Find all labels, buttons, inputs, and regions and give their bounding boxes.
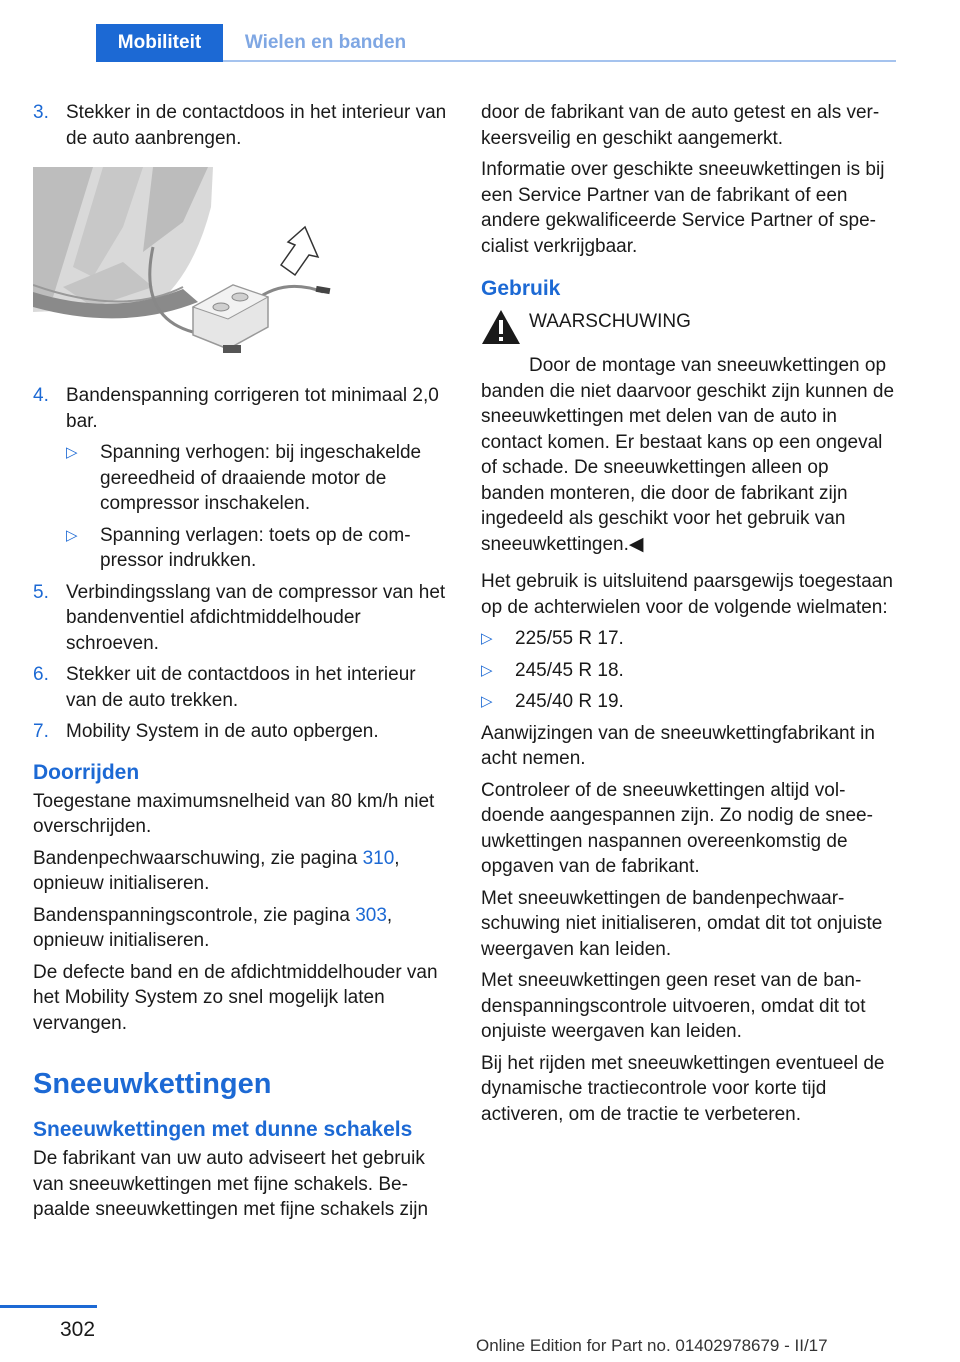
paragraph: door de fabrikant van de auto getest en als verkeersveilig en geschikt aangemerkt. (481, 102, 880, 149)
triangle-bullet-icon: ▷ (66, 444, 78, 461)
right-column (481, 100, 897, 1133)
text: Bandenspanningscontrole, zie pagina (33, 904, 356, 926)
footer-divider (0, 1305, 97, 1308)
step-text: Stekker uit de contactdoos in het interieur van de auto trekken. (66, 664, 416, 711)
warning-block (481, 309, 897, 353)
triangle-bullet-icon: ▷ (481, 630, 493, 647)
text: Bandenpechwaarschuwing, zie pagina (33, 847, 363, 869)
heading-gebruik: Gebruik (481, 277, 561, 300)
paragraph: Toegestane maximumsnelheid van 80 km/h niet overschrijden. (33, 790, 435, 837)
step-number: 3. (33, 102, 49, 123)
left-column (33, 100, 451, 1229)
paragraph-tyre-warning (33, 846, 451, 897)
page-header (0, 0, 960, 62)
paragraph: Met sneeuwkettingen geen reset van de bandenspanningscontrole uitvoeren, omdat dit tot onjuiste weergaven kan leiden. (481, 970, 866, 1042)
step-4-sub-2 (66, 523, 451, 574)
tab-mobiliteit[interactable]: Mobiliteit (96, 24, 223, 62)
warning-text: Door de montage van sneeuwkettingen op banden die niet daarvoor geschikt zijn kunnen de sneeuwkettingen met delen van de auto in contact komen. Er bestaat kans op een ongeval of schade. De sneeuwkettingen alleen op banden monteren, die door de fabrikant zijn ingedeeld als geschikt voor het gebruik van sneeuwkettingen.◀ (481, 355, 895, 555)
triangle-bullet-icon: ▷ (481, 661, 493, 679)
paragraph: Bij het rijden met sneeuwkettingen eventueel de dynamische tractiecontrole voor korte tijd activeren, om de tractie te verbeteren. (481, 1052, 885, 1125)
page-number: 302 (60, 1318, 96, 1341)
page-link-310[interactable]: 310 (362, 847, 395, 869)
warning-triangle-icon (481, 309, 529, 353)
footer-edition: Online Edition for Part no. 01402978679 - II/17 (476, 1336, 828, 1355)
compressor-plug-illustration (33, 167, 353, 357)
paragraph: Informatie over geschikte sneeuwkettingen is bij een Service Partner van de fabrikant of een andere gekwalificeerde Service Partner of specialist verkrijgbaar. (481, 159, 885, 257)
paragraph: De fabrikant van uw auto adviseert het gebruik van sneeuwkettingen met fijne schakels. Bepaalde sneeuwkettingen met fijne schakels zijn (33, 1148, 429, 1220)
list-item (481, 658, 897, 684)
header-divider (223, 60, 896, 62)
step-text: Mobility System in de auto opbergen. (66, 721, 379, 742)
paragraph: Met sneeuwkettingen de bandenpechwaarschuwing niet initialiseren, omdat dit tot onjuiste weergaven kan leiden. (481, 887, 883, 960)
heading-sneeuwkettingen: Sneeuwkettingen (33, 1068, 272, 1100)
step-6 (33, 662, 451, 713)
triangle-bullet-icon: ▷ (66, 526, 78, 544)
step-5 (33, 580, 451, 657)
step-text: Bandenspanning corrigeren tot minimaal 2,0 bar. (66, 385, 439, 432)
heading-dunne-schakels: Sneeuwkettingen met dunne schakels (33, 1118, 413, 1141)
step-number: 7. (33, 721, 49, 742)
paragraph: Aanwijzingen van de sneeuwkettingfabrikant in acht nemen. (481, 722, 875, 769)
step-text: Verbindingsslang van de compressor van het bandenventiel afdichtmiddelhouder schroeven. (66, 581, 446, 654)
list-item-text: 225/55 R 17. (515, 628, 624, 649)
warning-title: WAARSCHUWING (529, 311, 691, 332)
page-link-303[interactable]: 303 (355, 904, 387, 926)
text: , opnieuw initialiseren. (33, 904, 393, 951)
list-item (481, 626, 897, 652)
step-number: 5. (33, 581, 49, 603)
sub-item-text: Spanning verlagen: toets op de compressor indrukken. (100, 524, 411, 571)
compressor-illustration (33, 167, 353, 357)
list-item-text: 245/40 R 19. (515, 691, 624, 712)
step-number: 6. (33, 664, 49, 685)
step-number: 4. (33, 385, 49, 406)
paragraph: Het gebruik is uitsluitend paarsgewijs toegestaan op de achterwielen voor de volgende wielmaten: (481, 571, 893, 618)
step-7 (33, 719, 451, 745)
paragraph: De defecte band en de afdichtmiddelhouder van het Mobility System zo snel mogelijk laten vervangen. (33, 961, 438, 1034)
list-item (481, 689, 897, 715)
sub-item-text: Spanning verhogen: bij ingeschakelde gereedheid of draaiende motor de compressor inschakelen. (100, 442, 422, 514)
step-4-sub-1 (66, 440, 451, 517)
paragraph-tyre-pressure (33, 903, 451, 954)
paragraph: Controleer of de sneeuwkettingen altijd voldoende aangespannen zijn. Zo nodig de sneeuwkettingen naspannen overeenkomstig de opgaven van de fabrikant. (481, 779, 873, 877)
list-item-text: 245/45 R 18. (515, 659, 624, 681)
step-3 (33, 100, 451, 151)
step-text: Stekker in de contactdoos in het interieur van de auto aanbrengen. (66, 102, 447, 149)
step-4 (33, 383, 451, 434)
triangle-bullet-icon: ▷ (481, 693, 493, 710)
text: , opnieuw initialiseren. (33, 847, 400, 894)
heading-doorrijden: Doorrijden (33, 760, 140, 784)
tab-wielen-en-banden[interactable]: Wielen en banden (244, 32, 407, 53)
